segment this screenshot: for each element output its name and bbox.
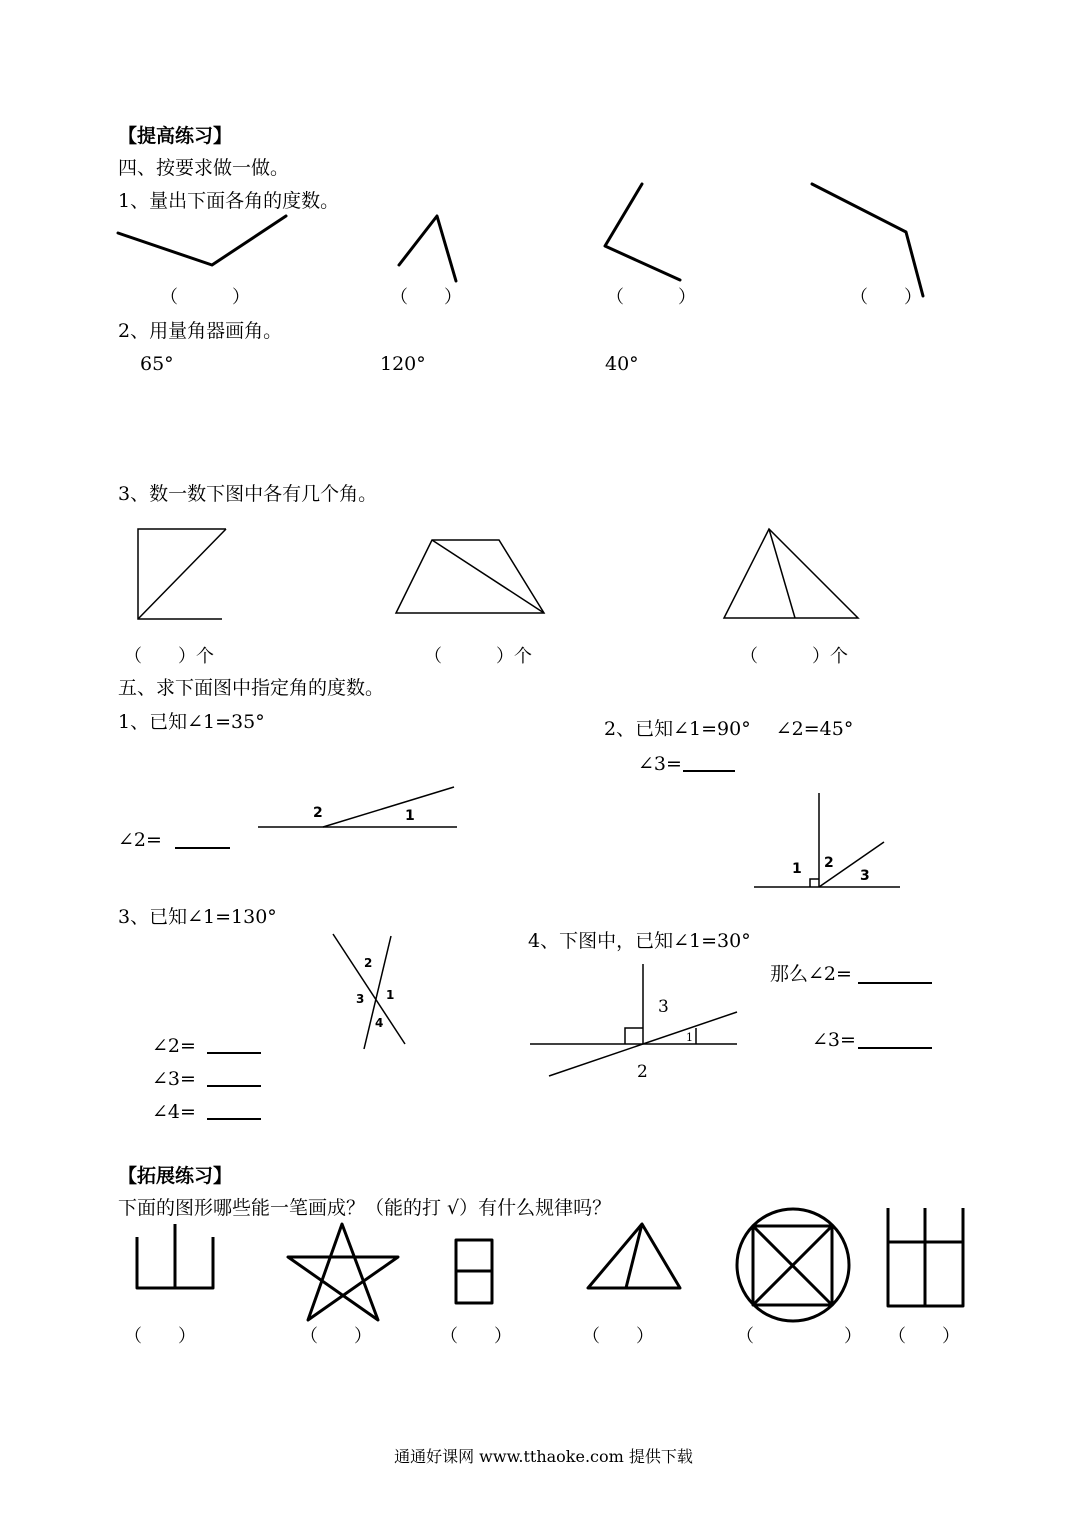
q3-blank-2[interactable]: （ ）个 [424, 646, 532, 667]
part4-heading: 四、按要求做一做。 [118, 157, 290, 179]
q3-shape-square [138, 529, 226, 619]
p5-q4-ask-3: ∠3= [812, 1029, 856, 1051]
extension-title: 【拓展练习】 [118, 1165, 233, 1187]
ext-shape-star [288, 1224, 398, 1320]
q1-angle-4 [812, 184, 923, 296]
ext-blank-2[interactable]: （ ） [300, 1326, 372, 1347]
q1-blank-4[interactable]: （ ） [850, 287, 922, 308]
q1-blank-3[interactable]: （ ） [606, 287, 696, 308]
q3-blank-1[interactable]: （ ）个 [124, 646, 214, 667]
ext-shape-u [137, 1224, 213, 1288]
ext-blank-4[interactable]: （ ） [582, 1326, 654, 1347]
q2-angle-3: 40° [605, 353, 639, 375]
p5-q1-ask: ∠2= [118, 829, 162, 851]
q1-blank-1[interactable]: （ ） [160, 287, 250, 308]
q3-blank-3[interactable]: （ ）个 [740, 646, 848, 667]
p5-q1-label-2: 2 [313, 805, 323, 821]
p5-q2-text: 2、已知∠1=90° ∠2=45° [604, 718, 854, 740]
p5-q2-label-2: 2 [824, 855, 834, 871]
q3-text: 3、数一数下图中各有几个角。 [118, 483, 378, 505]
ext-shape-circle [737, 1209, 849, 1321]
page-footer: 通通好课网 www.tthaoke.com 提供下载 [394, 1447, 693, 1466]
p5-q3-label-4: 4 [375, 1016, 384, 1030]
q3-shape-triangle [724, 529, 858, 618]
p5-q2-figure [754, 793, 900, 887]
p5-q2-ask: ∠3= [638, 753, 682, 775]
q2-angle-1: 65° [140, 353, 174, 375]
p5-q4-label-3: 3 [658, 997, 669, 1017]
p5-q4-ask-2: 那么∠2= [770, 963, 852, 985]
ext-shape-grid [888, 1208, 963, 1306]
p5-q3-label-2: 2 [364, 956, 373, 970]
q1-blank-2[interactable]: （ ） [390, 287, 462, 308]
q2-angle-2: 120° [380, 353, 426, 375]
p5-q1-figure [258, 787, 457, 827]
p5-q4-label-1: 1 [686, 1031, 693, 1044]
ext-blank-3[interactable]: （ ） [440, 1326, 512, 1347]
ext-blank-5[interactable]: （ ） [736, 1326, 862, 1347]
p5-q3-ask-4: ∠4= [152, 1101, 196, 1123]
p5-q3-ask-3: ∠3= [152, 1068, 196, 1090]
q2-text: 2、用量角器画角。 [118, 320, 283, 342]
p5-q3-text: 3、已知∠1=130° [118, 906, 277, 928]
q1-angle-3 [605, 184, 680, 280]
p5-q4-label-2: 2 [637, 1062, 648, 1082]
p5-q4-figure [530, 964, 737, 1076]
p5-q3-label-3: 3 [356, 992, 365, 1006]
q3-shape-trapezoid [396, 540, 544, 613]
p5-q1-text: 1、已知∠1=35° [118, 711, 265, 733]
q1-text: 1、量出下面各角的度数。 [118, 190, 340, 212]
q1-angle-1 [118, 216, 286, 265]
extension-question: 下面的图形哪些能一笔画成？（能的打 √）有什么规律吗？ [118, 1197, 612, 1219]
ext-shape-rectangle [456, 1240, 492, 1303]
p5-q4-text: 4、下图中，已知∠1=30° [528, 930, 751, 952]
p5-q3-label-1: 1 [386, 988, 395, 1002]
p5-q3-ask-2: ∠2= [152, 1035, 196, 1057]
p5-q1-label-1: 1 [405, 808, 415, 824]
advanced-title: 【提高练习】 [118, 125, 233, 147]
part5-heading: 五、求下面图中指定角的度数。 [118, 677, 385, 699]
q1-angle-2 [399, 216, 456, 281]
p5-q2-label-3: 3 [860, 868, 870, 884]
ext-blank-1[interactable]: （ ） [124, 1326, 196, 1347]
ext-shape-triangle [588, 1224, 680, 1288]
p5-q2-label-1: 1 [792, 861, 802, 877]
ext-blank-6[interactable]: （ ） [888, 1326, 960, 1347]
